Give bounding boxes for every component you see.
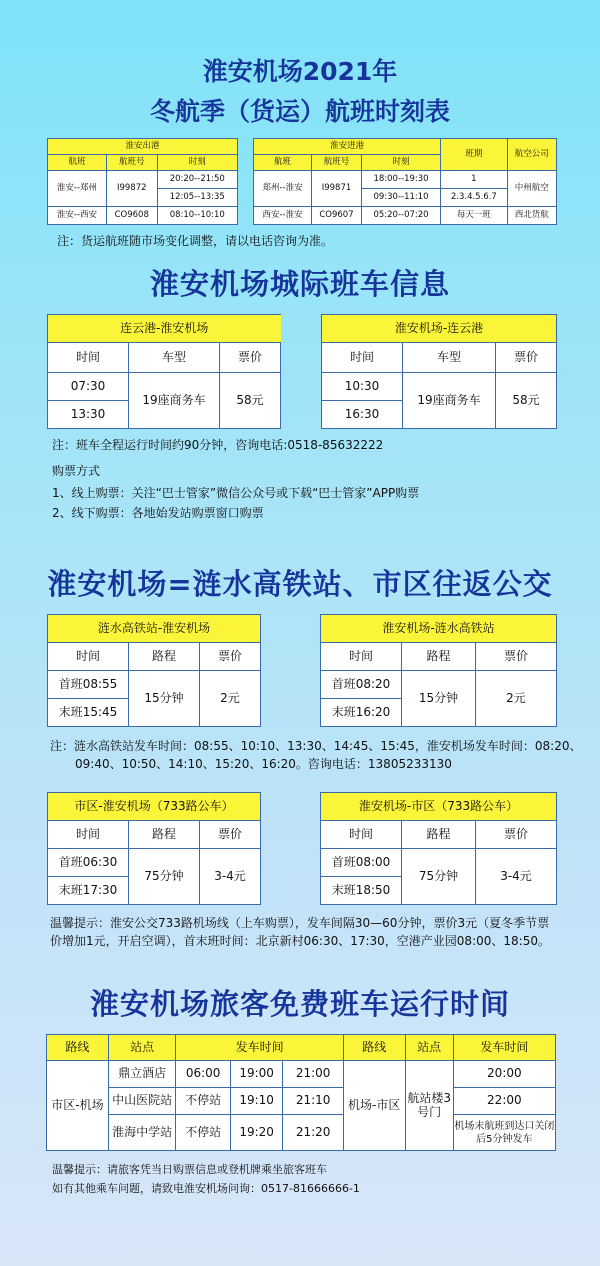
col-header: 票价 bbox=[476, 821, 557, 849]
col-header: 站点 bbox=[405, 1035, 453, 1061]
table-cell: 20:00 bbox=[453, 1061, 555, 1088]
table-cell: 19:00 bbox=[230, 1061, 283, 1088]
col-header: 航班号 bbox=[106, 155, 157, 171]
table-cell: 08:10--10:10 bbox=[157, 207, 237, 225]
col-header: 班期 bbox=[441, 139, 507, 171]
col-header: 时间 bbox=[322, 343, 403, 373]
table-cell: 末班15:45 bbox=[48, 699, 129, 727]
table-cell: 淮安--西安 bbox=[48, 207, 107, 225]
table-cell: CO9608 bbox=[106, 207, 157, 225]
table-cell: 郑州--淮安 bbox=[254, 171, 312, 207]
table-cell: 15分钟 bbox=[402, 671, 476, 727]
shuttle-tip-line-2: 如有其他乘车问题，请致电淮安机场问询：0517-81666666-1 bbox=[52, 1182, 360, 1195]
cargo-arrival-table bbox=[253, 138, 557, 225]
buy-line-1: 1、线上购票：关注“巴士管家”微信公众号或下载“巴士管家”APP购票 bbox=[52, 486, 420, 500]
table-cell: 机场-市区 bbox=[343, 1061, 405, 1151]
col-header: 路程 bbox=[402, 643, 476, 671]
col-header: 时间 bbox=[321, 643, 402, 671]
col-header: 时间 bbox=[48, 643, 129, 671]
route-header: 淮安机场-市区（733路公车） bbox=[321, 793, 557, 821]
route-header: 连云港-淮安机场 bbox=[48, 315, 281, 343]
table-cell: 3-4元 bbox=[200, 849, 261, 905]
col-header: 路线 bbox=[47, 1035, 109, 1061]
table-cell: 10:30 bbox=[322, 373, 403, 401]
bus-tip-line-2: 价增加1元，开启空调），首末班时间：北京新村06:30、17:30，空港产业园08:00、18:50。 bbox=[50, 934, 550, 948]
table-header: 淮安出港 bbox=[48, 139, 238, 155]
route-header: 涟水高铁站-淮安机场 bbox=[48, 615, 261, 643]
col-header: 票价 bbox=[200, 643, 261, 671]
route-header: 淮安机场-连云港 bbox=[322, 315, 557, 343]
table-cell: I99872 bbox=[106, 171, 157, 207]
bus-tip-line-1: 温馨提示：淮安公交733路机场线（上车购票），发车间隔30—60分钟，票价3元（夏冬季节票 bbox=[50, 916, 550, 930]
col-header: 时刻 bbox=[157, 155, 237, 171]
table-cell: 末班16:20 bbox=[321, 699, 402, 727]
page-title-line2: 冬航季（货运）航班时刻表 bbox=[149, 97, 450, 126]
route-header: 淮安机场-涟水高铁站 bbox=[321, 615, 557, 643]
intercity-table-left bbox=[47, 314, 281, 429]
table-cell: 航站楼3号门 bbox=[405, 1061, 453, 1151]
table-cell: 19:10 bbox=[230, 1088, 283, 1115]
col-header: 时间 bbox=[321, 821, 402, 849]
cargo-note: 注：货运航班随市场变化调整，请以电话咨询为准。 bbox=[57, 234, 334, 248]
table-cell: 西安--淮安 bbox=[254, 207, 312, 225]
table-cell: 06:00 bbox=[176, 1061, 231, 1088]
table-cell: I99871 bbox=[312, 171, 362, 207]
table-cell: 首班08:00 bbox=[321, 849, 402, 877]
table-cell: 20:20--21:50 bbox=[157, 171, 237, 189]
table-cell: 淮海中学站 bbox=[108, 1115, 176, 1151]
route-header: 市区-淮安机场（733路公车） bbox=[48, 793, 261, 821]
table-cell: 21:10 bbox=[283, 1088, 343, 1115]
cargo-departure-table bbox=[47, 138, 238, 225]
table-cell: 淮安--郑州 bbox=[48, 171, 107, 207]
col-header: 发车时间 bbox=[176, 1035, 343, 1061]
table-cell: 鼎立酒店 bbox=[108, 1061, 176, 1088]
shuttle-table bbox=[46, 1034, 556, 1151]
section-title-intercity: 淮安机场城际班车信息 bbox=[149, 267, 450, 301]
table-cell: 05:20--07:20 bbox=[361, 207, 440, 225]
table-cell: 21:20 bbox=[283, 1115, 343, 1151]
col-header: 站点 bbox=[108, 1035, 176, 1061]
bus-note-line-1: 注：涟水高铁站发车时间：08:55、10:10、13:30、14:45、15:45，淮安机场发车时间：08:20、 bbox=[50, 739, 582, 753]
table-cell: 首班06:30 bbox=[48, 849, 129, 877]
table-cell: 不停站 bbox=[176, 1115, 231, 1151]
col-header: 航空公司 bbox=[507, 139, 557, 171]
col-header: 路程 bbox=[129, 821, 200, 849]
table-cell: 2元 bbox=[476, 671, 557, 727]
table-cell: 1 bbox=[441, 171, 507, 189]
table-cell: 3-4元 bbox=[476, 849, 557, 905]
table-cell: 2元 bbox=[200, 671, 261, 727]
table-cell: 中州航空 bbox=[507, 171, 557, 207]
table-cell: 16:30 bbox=[322, 401, 403, 429]
table-cell: 中山医院站 bbox=[108, 1088, 176, 1115]
section-title-shuttle: 淮安机场旅客免费班车运行时间 bbox=[89, 987, 510, 1021]
table-cell: 18:00--19:30 bbox=[361, 171, 440, 189]
table-cell: 机场末航班到达口关闭后5分钟发车 bbox=[453, 1115, 555, 1151]
table-cell: 58元 bbox=[220, 373, 281, 429]
table-cell: 首班08:20 bbox=[321, 671, 402, 699]
table-cell: 75分钟 bbox=[402, 849, 476, 905]
table-cell: 不停站 bbox=[176, 1088, 231, 1115]
table-cell: 13:30 bbox=[48, 401, 129, 429]
buy-line-2: 2、线下购票：各地始发站购票窗口购票 bbox=[52, 506, 264, 520]
col-header: 发车时间 bbox=[453, 1035, 555, 1061]
table-cell: 市区-机场 bbox=[47, 1061, 109, 1151]
page-title-line1: 淮安机场2021年 bbox=[202, 57, 398, 86]
col-header: 票价 bbox=[476, 643, 557, 671]
bus-table-a bbox=[47, 614, 261, 727]
bus-table-b bbox=[320, 614, 557, 727]
col-header: 票价 bbox=[220, 343, 281, 373]
table-cell: 末班18:50 bbox=[321, 877, 402, 905]
table-cell: 19座商务车 bbox=[129, 373, 220, 429]
bus-table-d bbox=[320, 792, 557, 905]
shuttle-tip-line-1: 温馨提示：请旅客凭当日购票信息或登机牌乘坐旅客班车 bbox=[52, 1163, 327, 1176]
table-cell: 07:30 bbox=[48, 373, 129, 401]
table-cell: 19:20 bbox=[230, 1115, 283, 1151]
table-cell: 西北货航 bbox=[507, 207, 557, 225]
col-header: 车型 bbox=[129, 343, 220, 373]
table-cell: 19座商务车 bbox=[403, 373, 496, 429]
intercity-note: 注：班车全程运行时间约90分钟，咨询电话:0518-85632222 bbox=[52, 438, 384, 452]
table-cell: 每天一班 bbox=[441, 207, 507, 225]
col-header: 时间 bbox=[48, 821, 129, 849]
table-cell: 09:30--11:10 bbox=[361, 189, 440, 207]
col-header: 车型 bbox=[403, 343, 496, 373]
table-cell: CO9607 bbox=[312, 207, 362, 225]
col-header: 航班 bbox=[48, 155, 107, 171]
table-cell: 58元 bbox=[496, 373, 557, 429]
table-cell: 22:00 bbox=[453, 1088, 555, 1115]
bus-table-c bbox=[47, 792, 261, 905]
col-header: 路程 bbox=[129, 643, 200, 671]
col-header: 路程 bbox=[402, 821, 476, 849]
table-cell: 首班08:55 bbox=[48, 671, 129, 699]
col-header: 航班号 bbox=[312, 155, 362, 171]
col-header: 时间 bbox=[48, 343, 129, 373]
table-header: 淮安进港 bbox=[254, 139, 441, 155]
buy-title: 购票方式 bbox=[52, 464, 101, 478]
section-title-bus: 淮安机场=涟水高铁站、市区往返公交 bbox=[47, 567, 553, 601]
bus-note-line-2: 09:40、10:50、14:10、15:20、16:20。咨询电话：13805233130 bbox=[75, 757, 452, 771]
col-header: 航班 bbox=[254, 155, 312, 171]
col-header: 票价 bbox=[200, 821, 261, 849]
col-header: 票价 bbox=[496, 343, 557, 373]
col-header: 路线 bbox=[343, 1035, 405, 1061]
table-cell: 12:05--13:35 bbox=[157, 189, 237, 207]
table-cell: 75分钟 bbox=[129, 849, 200, 905]
table-cell: 21:00 bbox=[283, 1061, 343, 1088]
table-cell: 2.3.4.5.6.7 bbox=[441, 189, 507, 207]
table-cell: 15分钟 bbox=[129, 671, 200, 727]
intercity-table-right bbox=[321, 314, 557, 429]
table-cell: 末班17:30 bbox=[48, 877, 129, 905]
col-header: 时刻 bbox=[361, 155, 440, 171]
